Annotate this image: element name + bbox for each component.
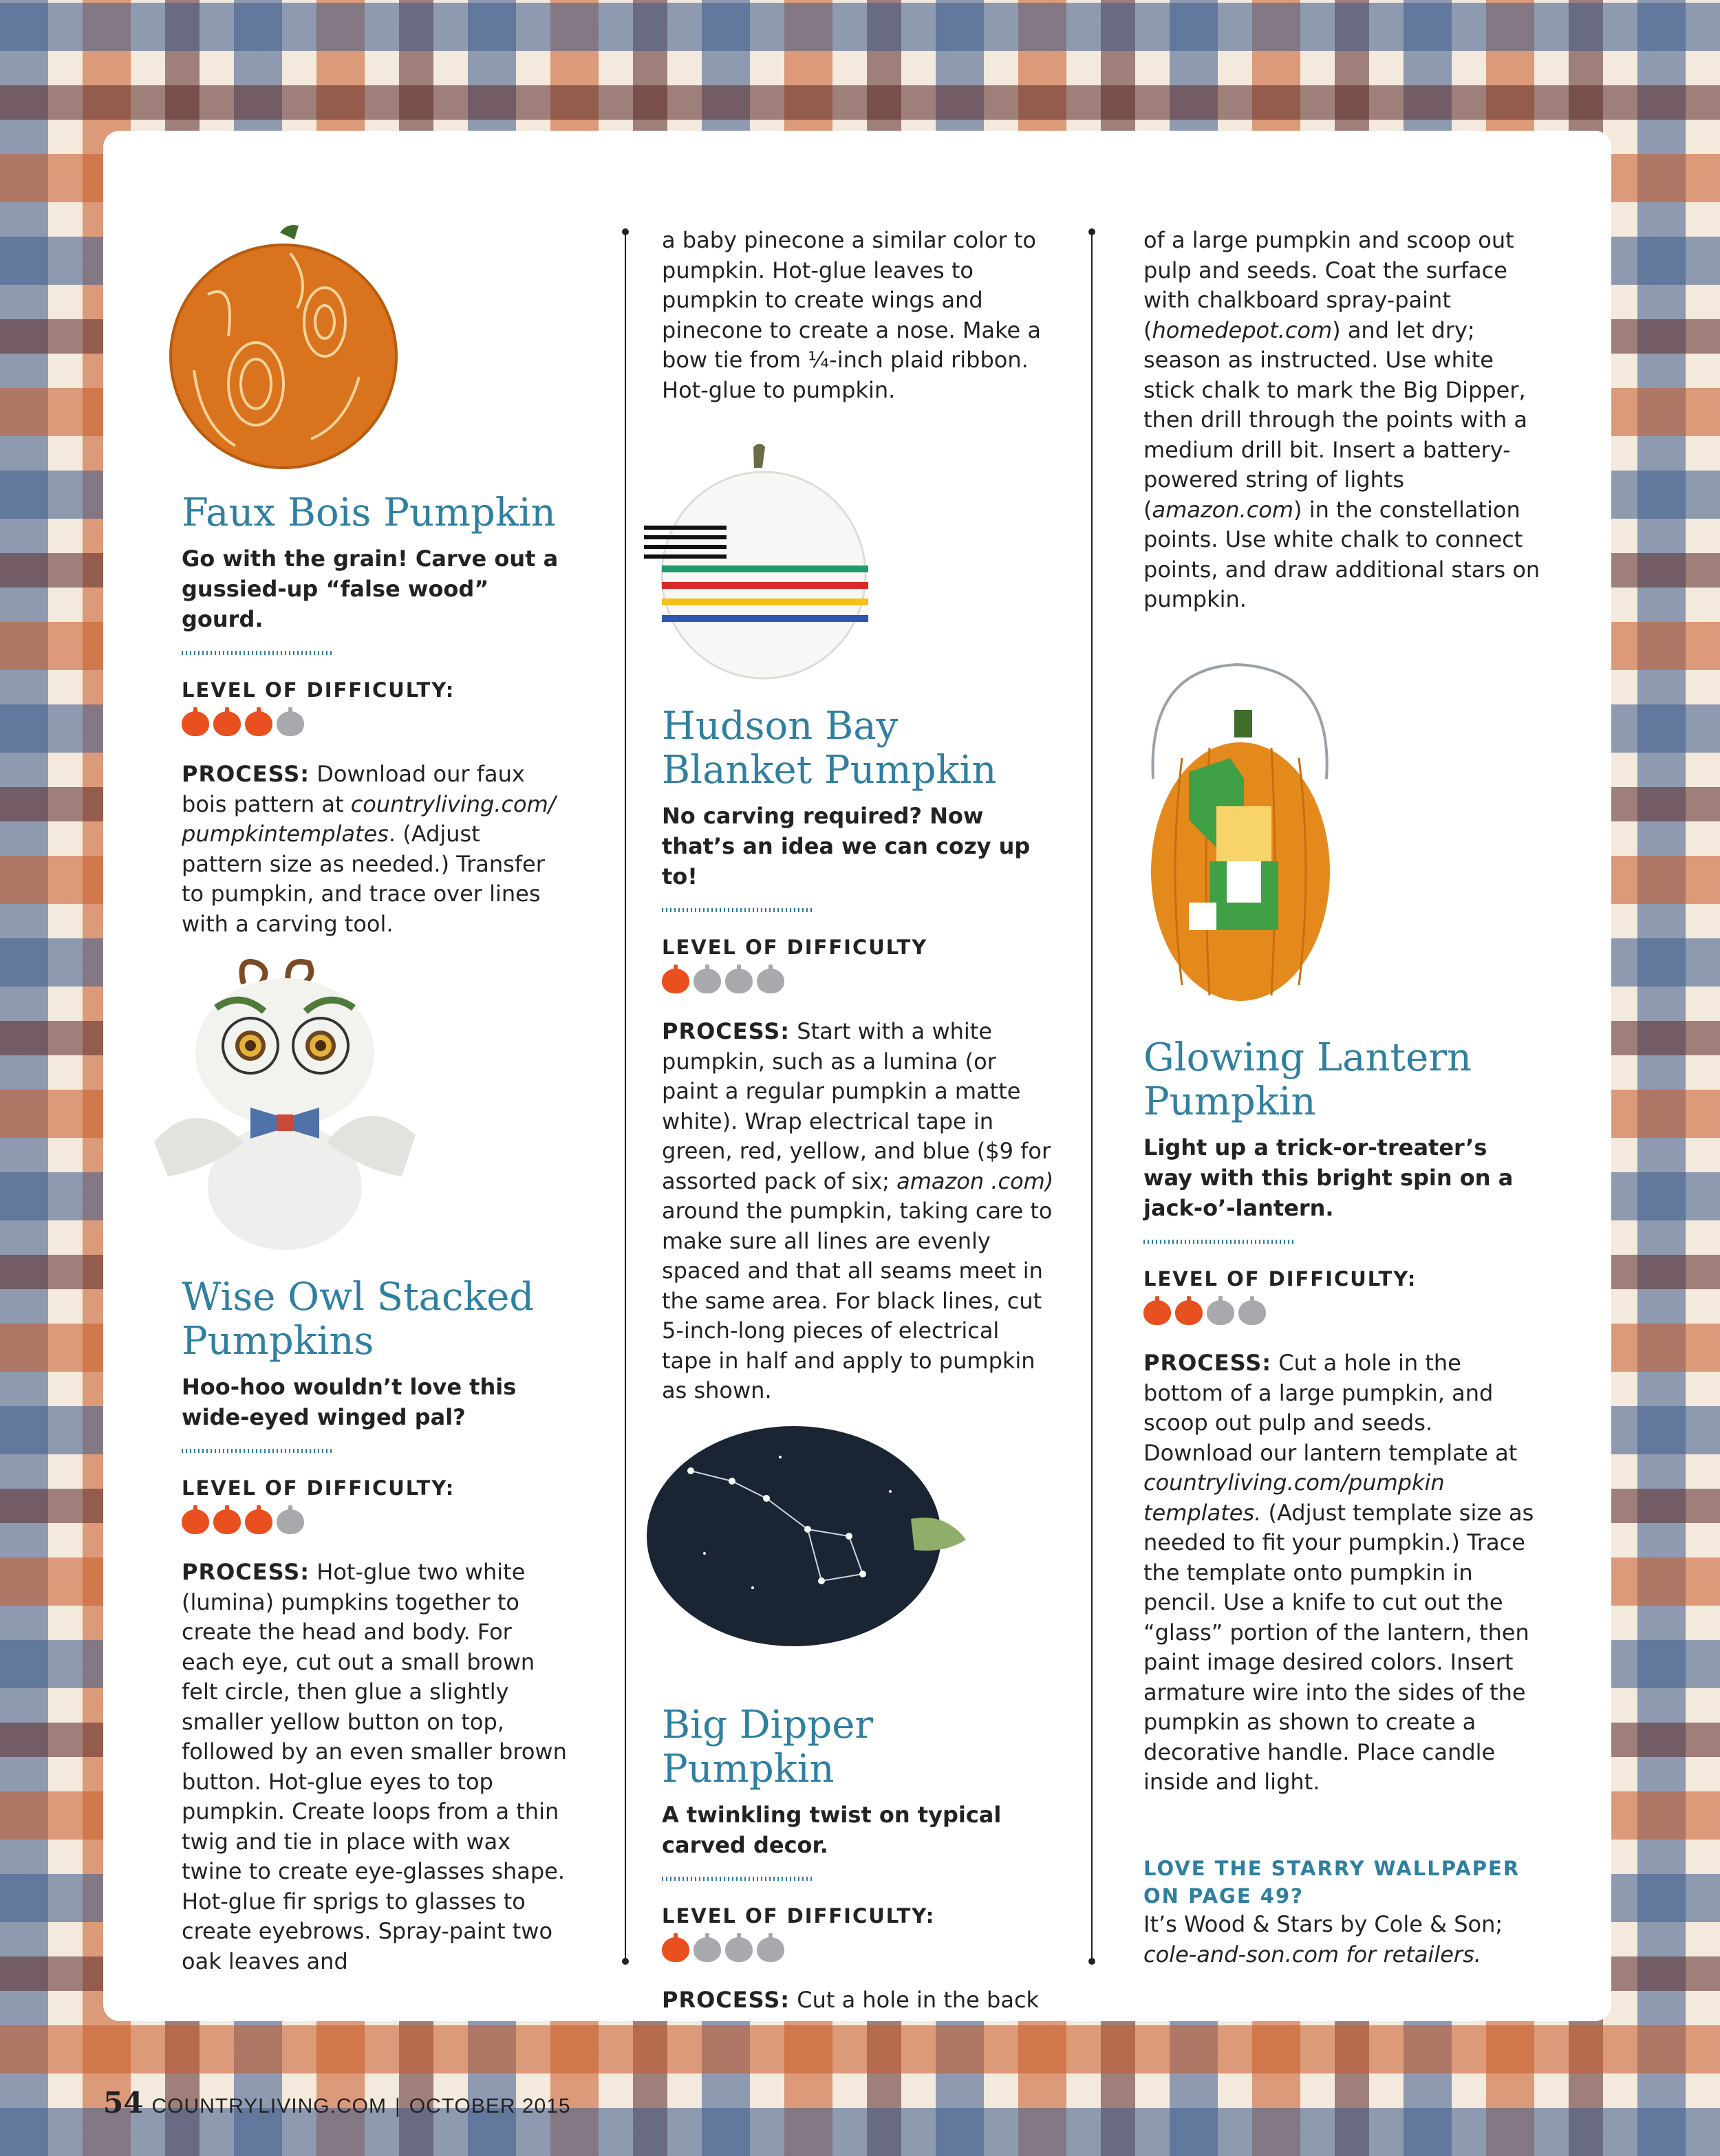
big-dipper-section	[662, 1703, 1054, 2016]
process-link: countryliving.com/ pumpkintemplates	[182, 790, 556, 847]
footer-site: COUNTRYLIVING.COM	[151, 2095, 387, 2117]
difficulty-rating	[662, 1937, 1054, 1962]
process-link: amazon .com)	[896, 1167, 1054, 1194]
difficulty-pumpkin-filled-icon	[662, 969, 689, 993]
process-text: around the pumpkin, taking care to make sure all lines are evenly spaced and that all seams meet in the same area. For black lines, cut 5-inch-long pieces of electrical tape in half and apply to pumpkin as shown.	[662, 1198, 1053, 1403]
process-text: Start with a white pumpkin, such as a lumina (or paint a regular pumpkin a matte white). Wrap electrical tape in green, red, yellow, and blue ($9 for assorted pack of six;	[662, 1018, 1051, 1194]
faux-bois-section	[182, 491, 567, 939]
page-footer	[103, 2086, 571, 2120]
hudson-bay-section	[662, 704, 1054, 1406]
column-2-continued	[662, 226, 1054, 405]
difficulty-pumpkin-filled-icon	[182, 1509, 209, 1534]
column-divider-2	[1091, 233, 1093, 1961]
wise-owl-tagline: Hoo-hoo wouldn’t love this wide-eyed winged pal?	[182, 1374, 517, 1430]
difficulty-rating	[1143, 1300, 1542, 1325]
dotted-divider	[182, 1449, 333, 1453]
big-dipper-pumpkin-photo	[643, 1416, 980, 1650]
difficulty-pumpkin-empty-icon	[1207, 1300, 1234, 1325]
faux-bois-pumpkin-photo	[153, 219, 414, 471]
difficulty-pumpkin-empty-icon	[694, 1937, 721, 1962]
process-text: Cut a hole in the bottom of a large pumpkin, and scoop out pulp and seeds. Download our lantern template at	[1143, 1350, 1518, 1466]
process-link: amazon.com	[1152, 496, 1294, 523]
difficulty-rating	[182, 1509, 567, 1534]
faux-bois-tagline: Go with the grain! Carve out a gussied-up “false wood” gourd.	[182, 546, 559, 632]
process-text: ) and let dry; season as instructed. Use white stick chalk to mark the Big Dipper, then drill through the points with a medium drill bit. Insert a battery-powered string of lights (	[1143, 316, 1527, 523]
wise-owl-title: Wise Owl Stacked Pumpkins	[182, 1275, 535, 1363]
difficulty-pumpkin-filled-icon	[213, 711, 241, 736]
difficulty-label: LEVEL OF DIFFICULTY	[662, 936, 928, 959]
difficulty-pumpkin-empty-icon	[277, 711, 304, 736]
process-text: . (Adjust pattern size as needed.) Transfer to pumpkin, and trace over lines with a carving tool.	[182, 821, 545, 937]
big-dipper-tagline: A twinkling twist on typical carved decor.	[662, 1802, 1002, 1858]
difficulty-rating	[182, 711, 567, 736]
difficulty-label: LEVEL OF DIFFICULTY:	[182, 1476, 455, 1500]
hudson-bay-tagline: No carving required? Now that’s an idea we can cozy up to!	[662, 803, 1031, 890]
difficulty-pumpkin-empty-icon	[757, 1937, 784, 1962]
process-label: PROCESS:	[1143, 1350, 1272, 1376]
hudson-bay-process	[662, 1017, 1054, 1406]
love-wallpaper-note	[1143, 1855, 1542, 1970]
footer-separator: |	[394, 2095, 401, 2117]
difficulty-pumpkin-filled-icon	[213, 1509, 241, 1534]
glowing-lantern-pumpkin-photo	[1141, 655, 1340, 1013]
hudson-bay-title: Hudson Bay Blanket Pumpkin	[662, 704, 997, 793]
difficulty-label: LEVEL OF DIFFICULTY:	[662, 1904, 936, 1928]
difficulty-pumpkin-filled-icon	[662, 1937, 689, 1962]
process-text: (Adjust template size as needed to fit your pumpkin.) Trace the template onto pumpkin in pencil. Use a knife to cut out the “glass” portion of the lantern, then paint image desired colors. Insert armature wire into the sides of the pumpkin as shown to create a decorative handle. Place candle inside and light.	[1143, 1499, 1534, 1795]
wise-owl-section	[182, 1275, 567, 1976]
difficulty-pumpkin-empty-icon	[694, 969, 721, 993]
difficulty-rating	[662, 969, 1054, 993]
difficulty-pumpkin-empty-icon	[757, 969, 784, 993]
process-label: PROCESS:	[662, 1987, 791, 2013]
big-dipper-process	[662, 1985, 1054, 2016]
love-body: It’s Wood & Stars by Cole & Son;	[1143, 1911, 1503, 1937]
difficulty-pumpkin-filled-icon	[245, 711, 272, 736]
big-dipper-title: Big Dipper Pumpkin	[662, 1703, 874, 1791]
process-label: PROCESS:	[662, 1018, 791, 1044]
love-text	[1143, 1910, 1542, 1970]
big-dipper-process-continued	[1143, 226, 1542, 615]
process-text: of a large pumpkin and scoop out pulp and seeds. Coat the surface with chalkboard spray-paint (	[1143, 227, 1514, 343]
difficulty-pumpkin-filled-icon	[245, 1509, 272, 1534]
difficulty-pumpkin-empty-icon	[725, 969, 753, 993]
process-label: PROCESS:	[182, 761, 310, 787]
dotted-divider	[1143, 1240, 1295, 1244]
wise-owl-process	[182, 1557, 567, 1976]
glowing-lantern-tagline: Light up a trick-or-treater’s way with this bright spin on a jack-o’-lantern.	[1143, 1134, 1514, 1221]
difficulty-pumpkin-filled-icon	[182, 711, 209, 736]
process-text: Hot-glue two white (lumina) pumpkins together to create the head and body. For each eye, cut out a small brown felt circle, then glue a slightly smaller yellow button on top, followed by an even smaller brown button. Hot-glue eyes to top pumpkin. Create loops from a thin twig and tie in place with wax twine to create eye-glasses shape. Hot-glue fir sprigs to glasses to create eyebrows. Spray-paint two oak leaves and	[182, 1559, 567, 1974]
column-3-continued	[1143, 226, 1542, 615]
wise-owl-process-continued: a baby pinecone a similar color to pumpkin. Hot-glue leaves to pumpkin to create wings and pinecone to create a nose. Make a bow tie from ¹⁄₄-inch plaid ribbon. Hot-glue to pumpkin.	[662, 227, 1041, 403]
faux-bois-title: Faux Bois Pumpkin	[182, 491, 556, 535]
faux-bois-process	[182, 759, 567, 939]
column-divider-1	[625, 233, 626, 1961]
glowing-lantern-title: Glowing Lantern Pumpkin	[1143, 1035, 1472, 1124]
wise-owl-pumpkin-photo	[140, 942, 429, 1259]
love-link[interactable]: cole-and-son.com for retailers.	[1143, 1941, 1481, 1968]
dotted-divider	[182, 651, 333, 655]
dotted-divider	[662, 908, 813, 912]
difficulty-pumpkin-empty-icon	[1238, 1300, 1266, 1325]
process-text: Download our faux bois pattern at	[182, 761, 525, 817]
process-text: ) in the constellation points. Use white chalk to connect points, and draw additional stars on pumpkin.	[1143, 496, 1540, 612]
difficulty-pumpkin-filled-icon	[1143, 1300, 1171, 1325]
glowing-lantern-section	[1143, 1036, 1542, 1798]
difficulty-label: LEVEL OF DIFFICULTY:	[182, 678, 455, 702]
difficulty-pumpkin-filled-icon	[1175, 1300, 1203, 1325]
love-heading: LOVE THE STARRY WALLPAPER ON PAGE 49?	[1143, 1857, 1520, 1908]
dotted-divider	[662, 1877, 813, 1881]
glowing-lantern-process	[1143, 1348, 1542, 1798]
process-label: PROCESS:	[182, 1559, 310, 1585]
process-text: Cut a hole in the back	[790, 1987, 1040, 2013]
hudson-bay-pumpkin-photo	[640, 438, 874, 685]
difficulty-pumpkin-empty-icon	[725, 1937, 753, 1962]
process-link: countryliving.com/pumpkin templates.	[1143, 1469, 1445, 1526]
difficulty-pumpkin-empty-icon	[277, 1509, 304, 1534]
page-number: 54	[103, 2086, 144, 2120]
difficulty-label: LEVEL OF DIFFICULTY:	[1143, 1267, 1417, 1291]
process-link: homedepot.com	[1152, 316, 1333, 343]
footer-issue: OCTOBER 2015	[409, 2095, 571, 2117]
